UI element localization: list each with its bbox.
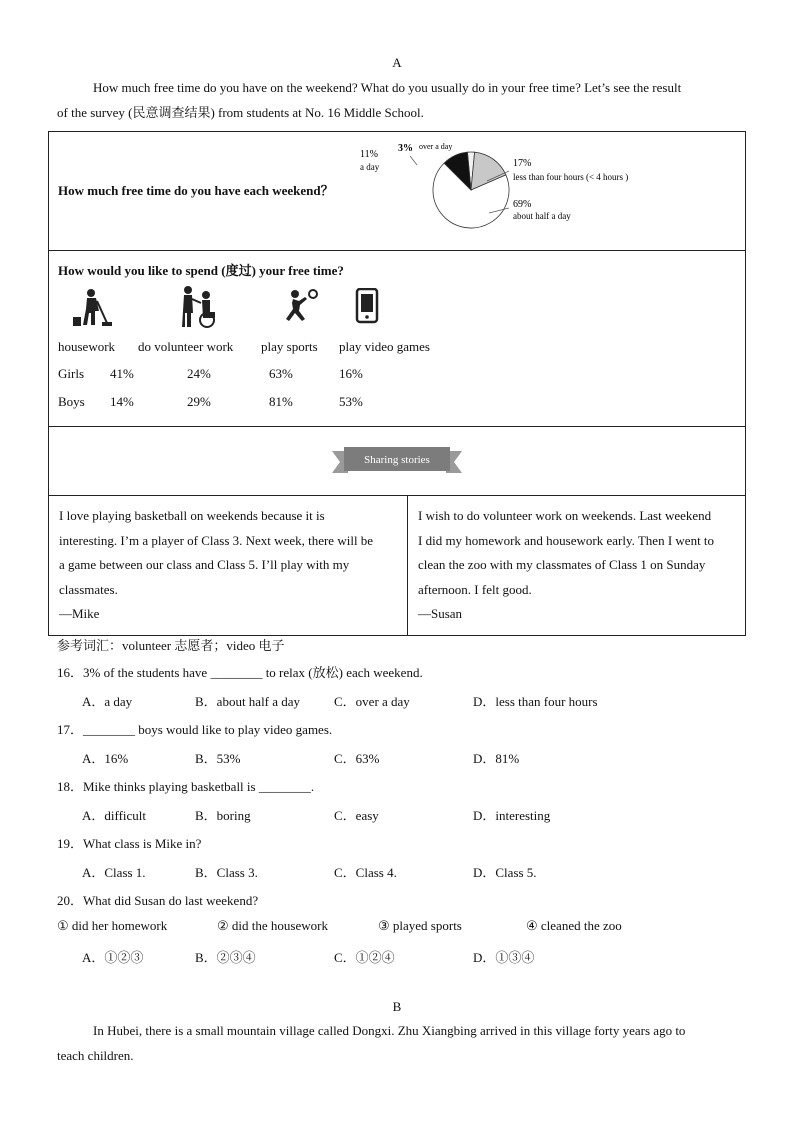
- section-b-line-1: In Hubei, there is a small mountain village called Dongxi. Zhu Xiangbing arrived in this village forty years ago to: [93, 1023, 686, 1038]
- section-b-heading: B: [392, 999, 402, 1014]
- q20-option-a[interactable]: A．①②③: [82, 950, 144, 965]
- q20-choice-2: ② did the housework: [217, 918, 328, 933]
- activity-video-games: play video games: [339, 339, 430, 354]
- boys-housework: 14%: [110, 394, 134, 409]
- free-time-cell: [49, 132, 746, 251]
- q20-choice-4: ④ cleaned the zoo: [526, 918, 622, 933]
- susan-author: —Susan: [418, 606, 463, 621]
- q17-option-d[interactable]: D．81%: [473, 751, 520, 766]
- row-girls-label: Girls: [58, 366, 84, 381]
- question-18: 18．Mike thinks playing basketball is ________.: [57, 779, 315, 794]
- q20-option-c[interactable]: C．①②④: [334, 950, 395, 965]
- q20-option-b[interactable]: B．②③④: [195, 950, 256, 965]
- section-b-line-2: teach children.: [57, 1048, 134, 1063]
- susan-line-1: I wish to do volunteer work on weekends. Last weekend: [418, 508, 712, 523]
- q18-option-b[interactable]: B．boring: [195, 808, 251, 823]
- question-20: 20．What did Susan do last weekend?: [57, 893, 259, 908]
- girls-housework: 41%: [110, 366, 134, 381]
- q20-option-d[interactable]: D．①③④: [473, 950, 535, 965]
- boys-volunteer: 29%: [187, 394, 211, 409]
- survey-table: [48, 131, 746, 636]
- volunteer-wheelchair-icon: [179, 285, 223, 329]
- pie-label-over-day: over a day: [419, 142, 453, 151]
- q19-option-b[interactable]: B．Class 3.: [195, 865, 258, 880]
- q17-option-b[interactable]: B．53%: [195, 751, 241, 766]
- q17-option-c[interactable]: C．63%: [334, 751, 380, 766]
- intro-line-2: of the survey (民意调查结果) from students at No. 16 Middle School.: [57, 105, 424, 120]
- q18-option-c[interactable]: C．easy: [334, 808, 379, 823]
- q19-option-c[interactable]: C．Class 4.: [334, 865, 397, 880]
- susan-line-3: clean the zoo with my classmates of Class 1 on Sunday: [418, 557, 706, 572]
- pie-label-a-day-percent: 11%: [360, 149, 378, 160]
- mike-line-1: I love playing basketball on weekends because it is: [59, 508, 325, 523]
- q19-option-d[interactable]: D．Class 5.: [473, 865, 537, 880]
- section-a-heading: A: [392, 55, 402, 70]
- question-19: 19．What class is Mike in?: [57, 836, 202, 851]
- sharing-stories-banner: [332, 445, 462, 477]
- pie-label-less-four: less than four hours (< 4 hours ): [513, 172, 629, 182]
- story-susan-cell: [408, 496, 746, 636]
- q19-option-a[interactable]: A．Class 1.: [82, 865, 146, 880]
- q18-option-a[interactable]: A．difficult: [82, 808, 147, 823]
- pie-label-less-four-percent: 17%: [513, 158, 532, 169]
- activity-sports: play sports: [261, 339, 318, 354]
- boys-video-games: 53%: [339, 394, 363, 409]
- banner-text: Sharing stories: [364, 454, 430, 466]
- q20-choice-3: ③ played sports: [378, 918, 462, 933]
- video-game-phone-icon: [353, 288, 381, 324]
- q16-option-c[interactable]: C．over a day: [334, 694, 410, 709]
- question-17: 17．________ boys would like to play video games.: [57, 722, 333, 737]
- question-free-time: How much free time do you have each weekend？: [58, 183, 334, 198]
- activity-housework: housework: [58, 339, 116, 354]
- pie-slices: [433, 152, 509, 228]
- q16-option-b[interactable]: B．about half a day: [195, 694, 301, 709]
- q16-option-d[interactable]: D．less than four hours: [473, 694, 598, 709]
- q18-option-d[interactable]: D．interesting: [473, 808, 551, 823]
- mike-line-2: interesting. I’m a player of Class 3. Next week, there will be: [59, 532, 374, 548]
- spend-time-cell: [49, 251, 746, 427]
- mike-line-4: classmates.: [59, 581, 118, 597]
- susan-line-2: I did my homework and housework early. Then I went to: [418, 532, 715, 548]
- banner-cell: [49, 427, 746, 496]
- vocab-note: 参考词汇：volunteer 志愿者；video 电子: [57, 638, 285, 653]
- boys-sports: 81%: [269, 394, 293, 409]
- q17-option-a[interactable]: A．16%: [82, 751, 129, 766]
- pie-label-half-day-percent: 69%: [513, 199, 532, 210]
- mike-author: —Mike: [59, 606, 100, 621]
- girls-volunteer: 24%: [187, 366, 211, 381]
- intro-line-1: How much free time do you have on the weekend? What do you usually do in your free time? Let’s see the result: [93, 80, 682, 95]
- pie-label-half-day: about half a day: [513, 211, 571, 221]
- q16-option-a[interactable]: A．a day: [82, 694, 133, 709]
- story-mike-cell: [49, 496, 408, 636]
- question-spend-time: How would you like to spend (度过) your free time?: [58, 263, 344, 278]
- mike-line-3: a game between our class and Class 5. I’ll play with my: [59, 557, 350, 572]
- row-boys-label: Boys: [58, 394, 85, 409]
- q20-choice-1: ① did her homework: [57, 918, 168, 933]
- activity-volunteer: do volunteer work: [138, 339, 234, 354]
- play-sports-icon: [283, 289, 319, 325]
- susan-line-4: afternoon. I felt good.: [418, 581, 532, 597]
- girls-video-games: 16%: [339, 366, 363, 381]
- question-16: 16．3% of the students have ________ to relax (放松) each weekend.: [57, 665, 423, 680]
- free-time-pie-chart: [349, 135, 659, 247]
- housework-mop-icon: [69, 287, 113, 329]
- pie-label-over-day-percent: 3%: [398, 143, 413, 154]
- pie-label-a-day: a day: [360, 162, 380, 172]
- girls-sports: 63%: [269, 366, 293, 381]
